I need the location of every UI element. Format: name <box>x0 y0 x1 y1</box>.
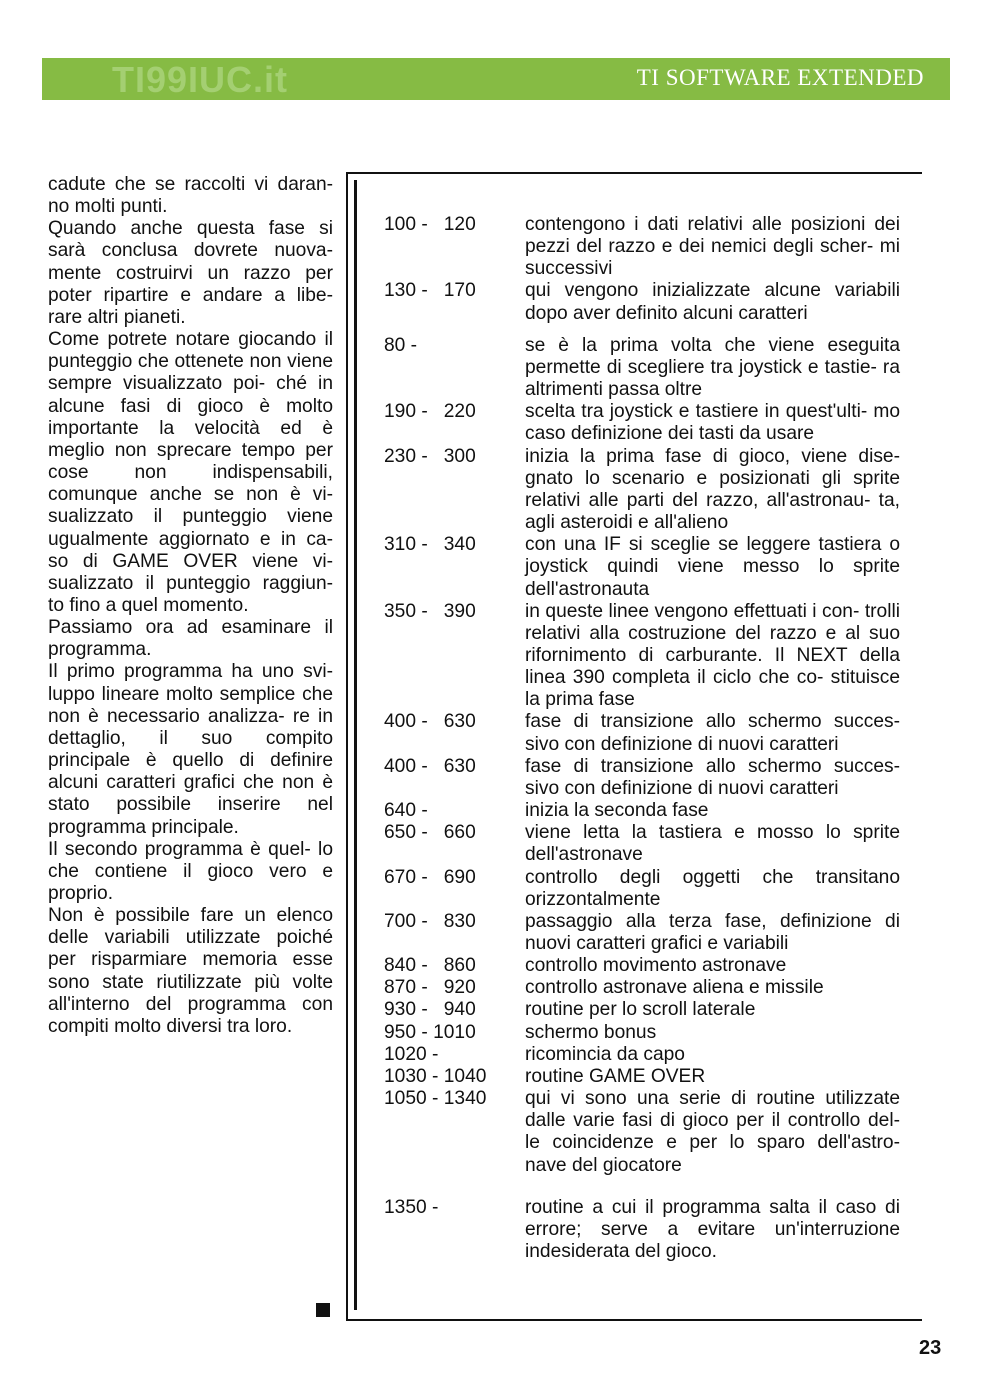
paragraph: Quando anche questa fase si sarà conclusa dovrete nuova- mente costruirvi un razzo per poter ripartire e andare a libe- rare altri pianeti. <box>48 218 333 328</box>
line-range: 80 - <box>384 334 418 356</box>
table-row <box>368 711 928 755</box>
table-frame-bar <box>354 180 357 1310</box>
line-description: routine per lo scroll laterale <box>525 999 756 1021</box>
line-range: 130 - 170 <box>384 280 476 302</box>
line-range: 190 - 220 <box>384 401 476 423</box>
table-row <box>368 401 928 445</box>
line-range: 950 - 1010 <box>384 1021 476 1043</box>
line-range: 670 - 690 <box>384 866 476 888</box>
table-row <box>368 822 928 866</box>
paragraph: Il primo programma ha uno svi- luppo lineare molto semplice che non è necessario analizza- re in dettaglio, il suo compito principale è quello di definire alcuni caratteri grafici che non è stato possibile inserire nel programma principale. <box>48 661 333 838</box>
line-range: 930 - 940 <box>384 999 476 1021</box>
line-description: ricomincia da capo <box>525 1043 685 1065</box>
paragraph: Passiamo ora ad esaminare il programma. <box>48 617 333 661</box>
line-range: 870 - 920 <box>384 977 476 999</box>
line-description: routine a cui il programma salta il caso di errore; serve a evitare un'interruzione indesiderata del gioco. <box>525 1196 900 1263</box>
table-row <box>368 1197 928 1263</box>
table-row <box>368 1088 928 1177</box>
line-description: qui vi sono una serie di routine utilizzate dalle varie fasi di gioco per il controllo del- le coincidenze e per lo sparo dell'astro- nave del giocatore <box>525 1088 900 1176</box>
line-description: inizia la prima fase di gioco, viene dise- gnato lo scenario e posizionati gli sprite relativi alle parti del razzo, all'astronau- ta, agli asteroidi e all'alieno <box>525 445 900 534</box>
table-row <box>368 335 928 401</box>
page-number: 23 <box>919 1337 942 1359</box>
watermark: TI99IUC.it <box>112 59 289 100</box>
table-row <box>368 977 928 999</box>
line-range: 840 - 860 <box>384 955 476 977</box>
table-row <box>368 955 928 977</box>
line-description: qui vengono inizializzate alcune variabili dopo aver definito alcuni caratteri <box>525 280 900 324</box>
table-row <box>368 1044 928 1066</box>
line-description: schermo bonus <box>525 1021 657 1043</box>
line-description: in queste linee vengono effettuati i con- trolli relativi alla costruzione del razzo e al suo rifornimento di carburante. Il NEXT della linea 390 completa il ciclo che co- stituisce la prima fase <box>525 600 900 711</box>
line-range: 1020 - <box>384 1043 439 1065</box>
paragraph: Il secondo programma è quel- lo che contiene il gioco vero e proprio. <box>48 838 333 904</box>
line-description: routine GAME OVER <box>525 1065 706 1087</box>
line-range: 400 - 630 <box>384 711 476 733</box>
line-description: passaggio alla terza fase, definizione di nuovi caratteri grafici e variabili <box>525 910 900 954</box>
table-row <box>368 446 928 535</box>
table-row <box>368 756 928 800</box>
line-range: 1050 - 1340 <box>384 1088 487 1110</box>
line-description: fase di transizione allo schermo succes- sivo con definizione di nuovi caratteri <box>525 711 900 755</box>
table-row <box>368 1066 928 1088</box>
header-band <box>42 58 950 100</box>
line-table <box>368 214 928 1263</box>
line-range: 100 - 120 <box>384 214 476 235</box>
line-description: con una IF si sceglie se leggere tastiera o joystick quindi viene messo lo sprite dell'astronauta <box>525 534 900 600</box>
section-title: TI SOFTWARE EXTENDED <box>636 65 924 90</box>
table-row <box>368 601 928 712</box>
table-row <box>368 867 928 911</box>
table-row <box>368 999 928 1021</box>
line-range: 1030 - 1040 <box>384 1065 487 1087</box>
line-range: 650 - 660 <box>384 822 476 844</box>
line-description: fase di transizione allo schermo succes- sivo con definizione di nuovi caratteri <box>525 755 900 799</box>
paragraph: Come potrete notare giocando il punteggio che ottenete non viene sempre visualizzato poi- ché in alcune fasi di gioco è molto importante la velocità ed è meglio non sprecare tempo per cose non indispensabili, comunque anche se non è vi- sualizzato il punteggio viene ugualmente aggiornato e in ca- so di GAME OVER viene vi- sualizzato il punteggio raggiun- to fino a quel momento. <box>48 329 333 616</box>
table-row <box>368 534 928 600</box>
line-range: 1350 - <box>384 1196 439 1218</box>
line-range: 700 - 830 <box>384 910 476 932</box>
line-range: 640 - <box>384 800 428 822</box>
line-description: scelta tra joystick e tastiere in quest'ulti- mo caso definizione dei tasti da usare <box>525 401 900 445</box>
line-range: 230 - 300 <box>384 445 476 467</box>
left-column-text <box>48 174 333 1038</box>
table-row <box>368 800 928 822</box>
paragraph: Non è possibile fare un elenco delle variabili utilizzate poiché per risparmiare memoria esse sono state riutilizzate più volte all'interno del programma con compiti molto diversi tra loro. <box>48 905 333 1037</box>
line-range: 310 - 340 <box>384 534 476 556</box>
line-description: contengono i dati relativi alle posizioni dei pezzi del razzo e dei nemici degli scher- mi successivi <box>525 214 900 280</box>
table-row <box>368 1022 928 1044</box>
end-of-article-mark <box>316 1303 330 1317</box>
table-row <box>368 214 928 280</box>
line-range: 400 - 630 <box>384 755 476 777</box>
line-description: viene letta la tastiera e mosso lo sprite dell'astronave <box>525 822 900 866</box>
table-row <box>368 911 928 955</box>
line-range: 350 - 390 <box>384 600 476 622</box>
line-description: controllo astronave aliena e missile <box>525 977 824 999</box>
paragraph: cadute che se raccolti vi daran- no molti punti. <box>48 174 333 218</box>
line-description: se è la prima volta che viene eseguita permette di scegliere tra joystick e tastie- ra altrimenti passa oltre <box>525 334 900 401</box>
line-description: controllo movimento astronave <box>525 955 787 977</box>
line-description: controllo degli oggetti che transitano orizzontalmente <box>525 866 900 910</box>
table-row <box>368 280 928 324</box>
line-description: inizia la seconda fase <box>525 800 709 822</box>
